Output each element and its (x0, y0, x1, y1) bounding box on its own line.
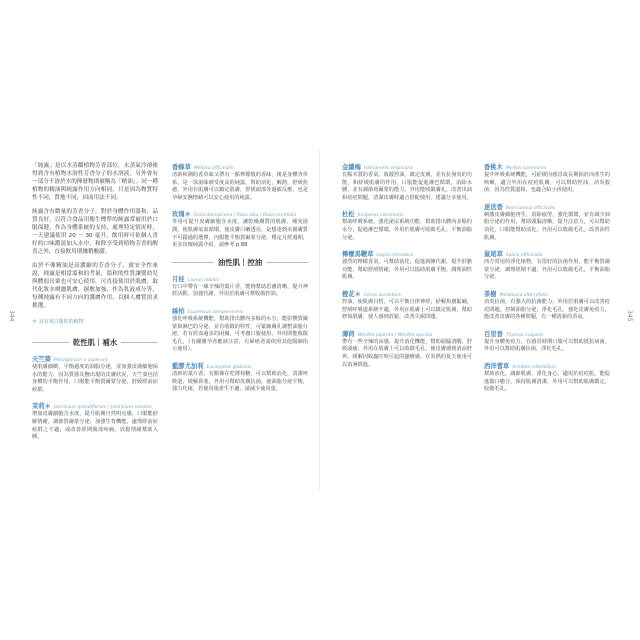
plant-heading (172, 274, 308, 283)
plant-latin-name: Eucalyptus globulus (206, 364, 252, 370)
plant-name: 藍膠尤加利 (172, 362, 204, 370)
plant-heading (172, 162, 308, 171)
intro-paragraph: 由於不像精油是高濃縮的芳香分子，就安全性來說，純露是相當溫和的考量，溫和的性質讓嬰幼兒與體弱長輩也可安心使用，可直接使用於肌膚，取代化妝水噴灑肌膚，濕敷加強，作為乳液成分等，每種純露有不同方向的護膚作用，以個人膚質需求挑選。 (32, 263, 158, 309)
plant-entry (484, 249, 610, 282)
plant-latin-name: Jasminum grandiflorum / Jasminum sambac (53, 405, 153, 411)
plant-description: 刺激皮膚細胞再生，消除疲勞，強化循環，並有減少油脂分泌的作用，幫助頭腦清晰，提升注意力，可以幫助消化，口服能幫助消化，外用可以收斂毛孔，改善油性肌膚。 (484, 211, 610, 241)
plant-name: 天竺葵 (32, 356, 51, 363)
plant-latin-name: Rosmarinus officinalis (505, 205, 556, 211)
plant-description: 強化呼吸系統機能，幫助排出體內多餘的水分，能影響賀爾蒙與淋巴的分泌，並有收斂的特性，可緊縮膚孔調整油脂分泌，若有經血過多的困擾，可考慮口服使用，外用則能收斂毛孔，（有關懷孕者應該注意，有婦癌者請依照其他醫師指示使用）。 (172, 315, 308, 353)
plant-latin-name: Lippia citriodora (376, 253, 413, 259)
plant-entry (342, 249, 472, 282)
plant-entry (172, 361, 308, 394)
plant-entry (484, 202, 610, 242)
plant-name: 金縷梅 (342, 164, 361, 171)
plant-heading (484, 329, 610, 338)
plant-description: 提升呼吸系統機能，可紓緩因感冒或長期抽菸而產生的咳嗽，適合外用在痘痘肌膚，可以幫助控油，消炎殺菌，因為性質溫和，也適合給小孩使用。 (484, 172, 610, 194)
plant-description: 外用可提升皮膚細胞含水度，讓乾燥膚質的肌膚，補充滋潤，使肌膚氣血循環，使皮膚白嫩透亮，是想達到美麗膚質不可錯過的選擇，內服能平衡賀爾蒙分泌，穩定月經週期，更多玫瑰純露介紹，請參考 p.88 (172, 219, 308, 249)
plant-entry (172, 209, 308, 249)
intro-paragraph: 「純露」是以水蒸餾植物芳香部位，水蒸氣冷卻後得到含有植物水溶性芳香分子的水溶液，另外會有一部分不溶於水的揮發物則被稱為「精油」。同一種植物的精油與純露作用方向相同，只是因為物質特性不同，質地不同，因而用法不同。 (32, 163, 158, 201)
plant-description: 使肌膚細緻，平衡過度的油脂分泌，並加強皮膚細胞保水的能力，因為質感及撫出現的皮膚狀況，天竺葵包括身體的平衡作用，口服能平衡賀爾蒙分泌，舒緩經前症候群。 (32, 364, 158, 393)
plant-entry (342, 162, 472, 202)
plant-name: 茉莉＊ (32, 403, 51, 411)
plant-entry (484, 361, 610, 394)
plant-latin-name: Juniperus communis (357, 213, 404, 219)
plant-entry (484, 289, 610, 322)
plant-heading (342, 289, 472, 298)
intro-column (32, 162, 158, 449)
right-page (320, 162, 620, 474)
plant-entry (484, 329, 610, 354)
section-title-oily (172, 257, 308, 268)
plant-description: 有口中帶有一絲辛辣的葉片香，能夠幫助思慮清晰，提升神經活動，加強代謝，外用於肌膚可幫收斂控油。 (172, 283, 308, 298)
section-rule (172, 262, 214, 263)
plant-name: 杜松 (342, 211, 355, 219)
plant-latin-name: Salvia officinalis (505, 253, 543, 259)
plant-description: 帶有一些辛辣的涼感，提升消化機能，幫助頭腦清醒，舒緩頭痛，外用在肌膚上可以收斂毛孔，使皮膚感到清涼舒爽，緩解因蚊蟲叮咬引起的搔癢感，在炎熱的夏天使用可以消暑降溫。 (342, 338, 472, 368)
plant-name: 百里香 (484, 330, 503, 338)
plant-description: 強烈的檸檬香氣，可幫助消化，促進新陳代謝，提升肝膽功能，幫助舒緩情緒，外用可以協助肌膚平衡，調理油性肌膚。 (342, 259, 472, 281)
plant-heading (342, 249, 472, 258)
plant-latin-name: Hamamelis virginiana (363, 166, 413, 171)
section-label: 乾性肌｜補水 (72, 338, 118, 347)
plant-entry (172, 274, 308, 299)
plant-name: 絲柏 (172, 307, 185, 315)
plant-latin-name: Cupressus sempervirens (187, 309, 244, 315)
plant-description: 幫助消化，調節肌膚，淨化身心，適用於痘痘肌，能促進傷口癒合，保持肌膚清潔，外用可以幫助肌膚鎮定，收斂毛孔。 (484, 370, 610, 393)
plant-heading (172, 361, 308, 370)
plant-entry (342, 209, 472, 242)
plant-heading (484, 289, 610, 298)
section-rule (121, 342, 158, 343)
plant-latin-name: Myrtus communis (505, 166, 546, 171)
plant-heading (484, 249, 610, 258)
plant-name: 檸檬馬鞭草 (342, 251, 374, 259)
plant-heading (342, 162, 472, 171)
plant-latin-name: Laurus nobilis (187, 277, 219, 283)
plant-heading (342, 209, 472, 218)
plant-description: 幫助呼吸系統，強化泌尿系統功能，幫助排出體內多餘的水分，促進淋巴循環，外用於肌膚可收斂毛孔、平衡油脂分泌。 (342, 219, 472, 241)
plant-description: 西方常用的淨化植物，有很好的抗菌作用，能平衡賀爾蒙分泌，調理經期不適，外用可以收斂毛孔，平衡油脂分泌。 (484, 259, 610, 281)
plant-name: 香桃木 (484, 164, 503, 171)
plant-name: 鼠尾草 (484, 251, 503, 259)
plant-heading (32, 354, 158, 363)
plant-entry (32, 401, 158, 441)
plant-latin-name: Melissa officinalis (193, 166, 234, 171)
plant-entry (172, 162, 308, 202)
plant-name: 香蜂草 (172, 164, 191, 171)
left-page-number: 344 (8, 310, 15, 322)
plant-latin-name: Thymus vulgaris (505, 332, 543, 338)
section-rule (32, 342, 69, 343)
plant-entry (342, 329, 472, 369)
plant-latin-name: Rosa damascena / Rosa alba / Rosa centifolia (193, 213, 297, 219)
left-page (20, 162, 320, 474)
plant-name: 西洋蓍草 (484, 362, 510, 370)
plant-description: 清新和潤的香草味又帶有一點檸檬般的香味，後是身體青草系，是一款滋味被受度高的純露，幫助消化，解熱，舒緩焦慮，外用在肌膚可以鎮定肌膚，舒緩頭部等過敏反應，也是孕婦安撫情緒可以安心使用的純露。 (172, 172, 308, 201)
plant-entry (172, 306, 308, 354)
plant-description: 清新的葉片香，有點像在吃薄荷糖，可以幫助消化，清潔呼吸道，緩解鼻塞，外用可幫助皮膚抗菌，使油脂分泌平衡，強力化痰，若使用後產生不適，請減少使用量。 (172, 370, 308, 393)
plant-description: 控油，使肌膚白皙，可以平衡自律神經，紓解焦慮緊繃，舒緩呼吸道系統不適，外用在肌膚上可以鎮定肌膚，幫助修復肌膚，使人感到放鬆，改善失眠問題。 (342, 298, 472, 321)
plant-latin-name: Mentha piperita / Mentha spicata (357, 332, 433, 338)
plant-heading (342, 329, 472, 338)
plant-heading (172, 306, 308, 315)
intro-paragraph: 純露含有微量的芳香分子，對於身體作用溫和，品質良好，以符合食品用衛生標準的純露常被用於口服保健，作為身體系統的支持，處理特定情況時，一天建議使用 20 ～ 30 毫升，飲用時可依個人喜好的口味濃淡加入水中，和除享受到植物芳香的醒喜之外，直接飲用則嫌稍酸澀。 (32, 209, 158, 255)
plant-heading (484, 162, 610, 171)
entries-column-2 (172, 162, 308, 401)
plant-entry (342, 289, 472, 322)
entries-column-3 (342, 162, 472, 376)
plant-entry (32, 354, 158, 394)
plant-name: 月桂 (172, 275, 185, 283)
plant-description: 增加皮膚細胞含水度，提升肌膚自然明亮感，口服能紓解情緒，調節賀爾蒙分泌，加強生育機能，處理經前症候群之不適，或改善經期腹部疼痛，放鬆情緒幫助入睡。 (32, 411, 158, 441)
plant-heading (32, 401, 158, 410)
plant-description: 消炎抗菌，有強大的抗菌能力，外用於肌膚可以改善痘痘問題，控制油脂分泌，淨化毛孔，強化皮膚免疫力，能改善皮膚的各種問題，有一種清新的香氣。 (484, 298, 610, 321)
plant-name: 橙花＊ (342, 290, 361, 298)
plant-heading (172, 209, 308, 218)
plant-entry (484, 162, 610, 195)
plant-heading (484, 361, 610, 370)
section-rule (266, 262, 308, 263)
plant-latin-name: Melaleuca alternifolia (499, 292, 548, 298)
entries-column-4 (484, 162, 610, 401)
section-title-dry (32, 337, 158, 348)
plant-name: 迷迭香 (484, 203, 503, 211)
plant-name: 玫瑰＊ (172, 211, 191, 219)
plant-heading (484, 202, 610, 211)
plant-latin-name: Citrus aurantium (363, 292, 402, 298)
plant-description: 提升身體免疫力，在感冒時期口服可以幫助抵抗病菌，外用可以幫助肌膚抗菌，淨化毛孔。 (484, 338, 610, 353)
plant-description: 有點木質的香氣，收斂控油，鎮定皮膚，並有抗發炎的功能，和紓緩肌膚的作用，口服能促進淋巴循環，消除水腫，並有調節荷爾蒙的能力，外用能收斂膚孔，改善出油和痘痘問題，清潔皮膚時適合搭配使用，建議分享使用。 (342, 172, 472, 201)
plant-latin-name: Achillea millefolium (512, 364, 557, 370)
plant-name: 茶樹 (484, 290, 497, 298)
plant-name: 薄荷 (342, 330, 355, 338)
right-page-number: 345 (626, 310, 633, 322)
footnote: ＊ 具有來自羅性的植物 (32, 319, 84, 325)
section-label: 油性肌｜控油 (217, 257, 263, 267)
plant-latin-name: Pelargonium x asperum (53, 358, 108, 363)
